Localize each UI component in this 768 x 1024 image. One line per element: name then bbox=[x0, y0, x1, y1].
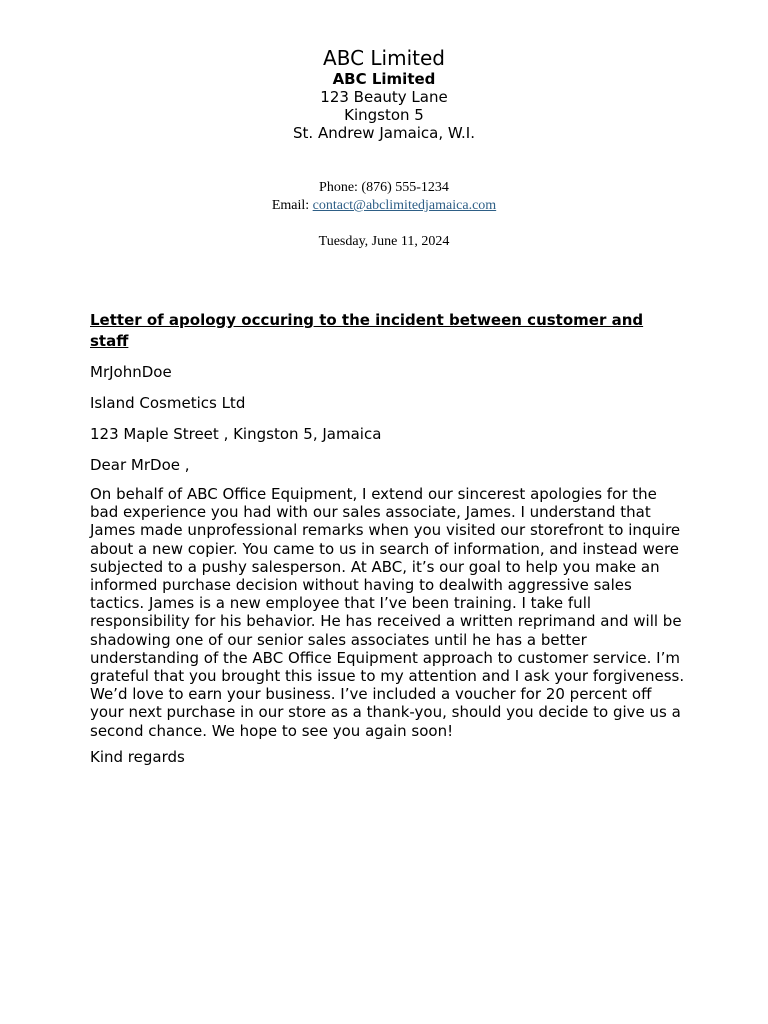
phone-line: Phone: (876) 555-1234 bbox=[319, 180, 449, 195]
letter-body: On behalf of ABC Office Equipment, I extend our sincerest apologies for the bad experience you had with our sales associate, James. I understand that James made unprofessional remarks when you visited our storefront to inquire about a new copier. You came to us in search of information, and instead were subjected to a pushy salesperson. At ABC, it’s our goal to help you make an informed purchase decision without having to dealwith aggressive sales tactics. James is a new employee that I’ve been training. I take full responsibility for his behavior. He has received a written reprimand and will be shadowing one of our senior sales associates until he has a better understanding of the ABC Office Equipment approach to customer service. I’m grateful that you brought this issue to my attention and I ask your forgiveness. We’d love to earn your business. I’ve included a voucher for 20 percent off your next purchase in our store as a thank-you, should you decide to give us a second chance. We hope to see you again soon! bbox=[90, 485, 685, 740]
letter-subject: Letter of apology occuring to the incident between customer and staff bbox=[90, 311, 644, 350]
recipient-company: Island Cosmetics Ltd bbox=[90, 394, 246, 412]
address-line-2: Kingston 5 bbox=[344, 106, 424, 124]
salutation: Dear MrDoe , bbox=[90, 456, 190, 474]
email-line bbox=[0, 197, 768, 215]
address-line-3: St. Andrew Jamaica, W.I. bbox=[293, 124, 475, 142]
recipient-name: MrJohnDoe bbox=[90, 363, 172, 381]
company-name-bold: ABC Limited bbox=[332, 70, 436, 88]
email-link[interactable]: contact@abclimitedjamaica.com bbox=[312, 198, 497, 213]
company-title: ABC Limited bbox=[323, 46, 445, 70]
closing: Kind regards bbox=[90, 748, 185, 766]
address-line-1: 123 Beauty Lane bbox=[320, 88, 448, 106]
recipient-address: 123 Maple Street , Kingston 5, Jamaica bbox=[90, 425, 382, 443]
letter-date: Tuesday, June 11, 2024 bbox=[318, 234, 450, 249]
email-label: Email: bbox=[271, 198, 313, 213]
